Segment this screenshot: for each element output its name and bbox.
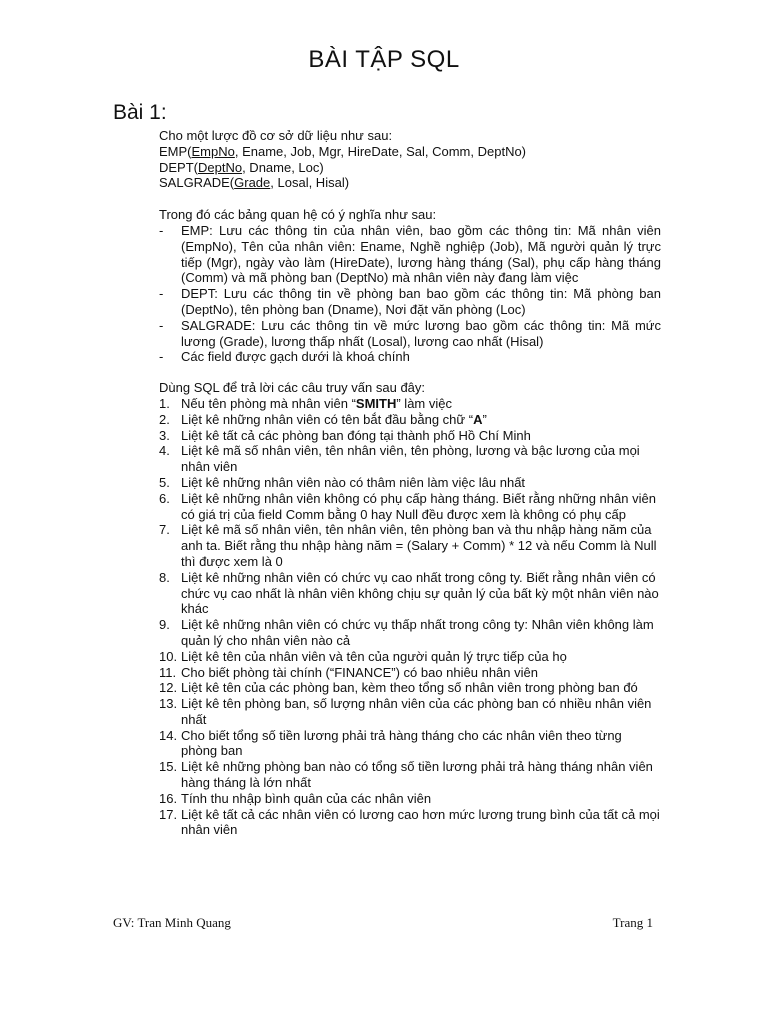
list-item: - EMP: Lưu các thông tin của nhân viên, bao gồm các thông tin: Mã nhân viên (EmpNo), Tên của nhân viên: Ename, Nghề nghiệp (Job), Mã người quản lý trực tiếp (Mgr), ngày vào làm (HireDate), lương hàng tháng (Sal), phụ cấp hàng tháng (Comm) và mã phòng ban (DeptNo) mà nhân viên này đang làm việc: [159, 222, 661, 286]
list-item: - Các field được gạch dưới là khoá chính: [159, 349, 410, 365]
schema-dept: DEPT(DeptNo, Dname, Loc): [159, 159, 324, 175]
meaning-intro: Trong đó các bảng quan hệ có ý nghĩa như sau:: [159, 207, 437, 223]
question-item: 14. Cho biết tổng số tiền lương phải trả hàng tháng cho các nhân viên theo từng phòng ban: [159, 727, 622, 759]
list-item: - DEPT: Lưu các thông tin về phòng ban bao gồm các thông tin: Mã phòng ban (DeptNo), tên phòng ban (Dname), Nơi đặt văn phòng (Loc): [159, 286, 661, 317]
list-item: - SALGRADE: Lưu các thông tin về mức lương bao gồm các thông tin: Mã mức lương (Grade), lương thấp nhất (Losal), lương cao nhất (Hisal): [159, 317, 661, 349]
document-body: [159, 128, 661, 838]
question-item: 3. Liệt kê tất cả các phòng ban đóng tại thành phố Hồ Chí Minh: [159, 427, 531, 443]
question-item: 10. Liệt kê tên của nhân viên và tên của người quản lý trực tiếp của họ: [159, 648, 567, 664]
primary-key: Grade: [234, 175, 271, 191]
questions-intro: Dùng SQL để trả lời các câu truy vấn sau đây:: [159, 380, 426, 396]
intro-text: Cho một lược đồ cơ sở dữ liệu như sau:: [159, 128, 393, 143]
question-item: 13. Liệt kê tên phòng ban, số lượng nhân viên của các phòng ban có nhiều nhân viên nhất: [159, 696, 652, 727]
section-heading: Bài 1:: [113, 101, 167, 124]
question-item: 11. Cho biết phòng tài chính (“FINANCE”) có bao nhiêu nhân viên: [159, 664, 538, 680]
footer-author: GV: Tran Minh Quang: [113, 915, 231, 930]
question-item: 4. Liệt kê mã số nhân viên, tên nhân viên, tên phòng, lương và bậc lương của mọi nhân viên: [159, 443, 640, 475]
primary-key: DeptNo: [198, 159, 243, 175]
questions-list: [159, 396, 661, 838]
question-item: 5. Liệt kê những nhân viên nào có thâm niên làm việc lâu nhất: [159, 474, 526, 490]
question-item: 7. Liệt kê mã số nhân viên, tên nhân viên, tên phòng ban và thu nhập hàng năm của anh ta. Biết rằng thu nhập hàng năm = (Salary + Comm) * 12 và nếu Comm là Null thì được xem là 0: [159, 522, 657, 569]
primary-key: EmpNo: [191, 143, 235, 159]
question-item: 17. Liệt kê tất cả các nhân viên có lương cao hơn mức lương trung bình của tất cả mọi nhân viên: [159, 806, 660, 838]
question-item: 1. Nếu tên phòng mà nhân viên “SMITH” làm việc: [159, 395, 452, 411]
page-title: BÀI TẬP SQL: [308, 46, 460, 73]
question-item: 6. Liệt kê những nhân viên không có phụ cấp hàng tháng. Biết rằng những nhân viên có giá trị của field Comm bằng 0 hay Null đều được xem là không có phụ cấp: [159, 490, 656, 522]
question-item: 12. Liệt kê tên của các phòng ban, kèm theo tổng số nhân viên trong phòng ban đó: [159, 680, 638, 696]
schema-emp: EMP(EmpNo, Ename, Job, Mgr, HireDate, Sal, Comm, DeptNo): [159, 143, 527, 159]
question-item: 15. Liệt kê những phòng ban nào có tổng số tiền lương phải trả hàng tháng nhân viên hàng tháng là lớn nhất: [159, 759, 653, 791]
schema-salgrade: SALGRADE(Grade, Losal, Hisal): [159, 175, 350, 191]
question-item: 16. Tính thu nhập bình quân của các nhân viên: [159, 790, 432, 806]
question-item: 2. Liệt kê những nhân viên có tên bắt đầu bằng chữ “A”: [159, 411, 487, 427]
meaning-list: [159, 223, 661, 365]
footer-page-number: Trang 1: [612, 915, 653, 930]
question-item: 9. Liệt kê những nhân viên có chức vụ thấp nhất trong công ty: Nhân viên không làm quản lý cho nhân viên nào cả: [159, 617, 654, 648]
question-item: 8. Liệt kê những nhân viên có chức vụ cao nhất trong công ty. Biết rằng nhân viên có chức vụ cao nhất là nhân viên không chịu sự quản lý của bất kỳ một nhân viên nào khác: [159, 569, 659, 617]
